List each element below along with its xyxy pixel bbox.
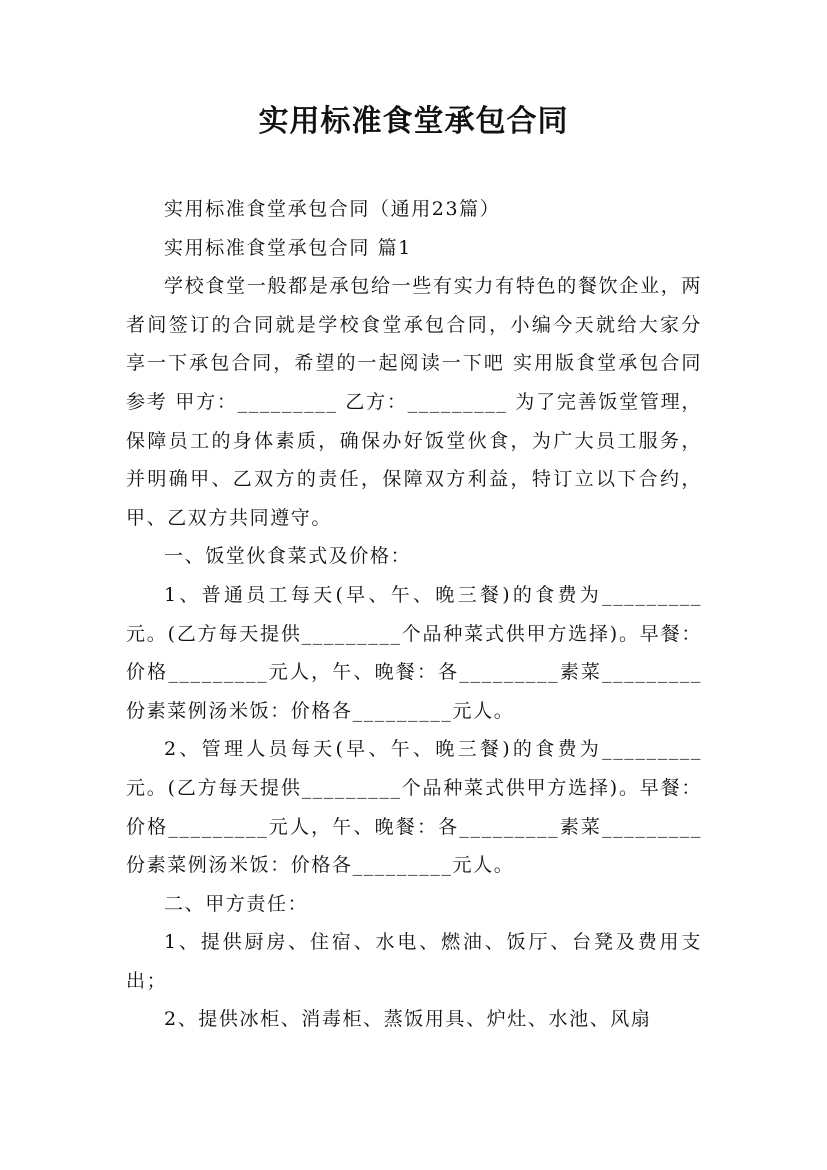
- clause-party-a-item-1: 1、提供厨房、住宿、水电、燃油、饭厅、台凳及费用支出；: [126, 931, 702, 992]
- clause-heading-party-a: 二、甲方责任：: [164, 892, 309, 915]
- subtitle-paragraph: 实用标准食堂承包合同（通用23篇）: [164, 198, 501, 220]
- clause-heading-menu-price: 一、饭堂伙食菜式及价格：: [164, 545, 412, 568]
- clause-regular-staff: 1、普通员工每天(早、午、晚三餐)的食费为_________元。(乙方每天提供_________个品种菜式供甲方选择)。早餐：价格_________元人，午、晚餐：各_________素菜_________份素菜例汤米饭：价格各_________元人。: [126, 583, 702, 722]
- section-heading-paragraph: 实用标准食堂承包合同 篇1: [164, 236, 412, 259]
- clause-party-a-item-2: 2、提供冰柜、消毒柜、蒸饭用具、炉灶、水池、风扇: [164, 1008, 652, 1031]
- intro-paragraph: 学校食堂一般都是承包给一些有实力有特色的餐饮企业，两者间签订的合同就是学校食堂承包合同，小编今天就给大家分享一下承包合同，希望的一起阅读一下吧 实用版食堂承包合同参考 甲方：_________ 乙方：_________ 为了完善饭堂管理，保障员工的身体素质，确保办好饭堂伙食，为广大员工服务，并明确甲、乙双方的责任，保障双方利益，特订立以下合约，甲、乙双方共同遵守。: [126, 275, 702, 529]
- document-body: [126, 190, 702, 1039]
- clause-management-staff: 2、管理人员每天(早、午、晚三餐)的食费为_________元。(乙方每天提供_________个品种菜式供甲方选择)。早餐：价格_________元人，午、晚餐：各_________素菜_________份素菜例汤米饭：价格各_________元人。: [126, 738, 702, 877]
- document-title: 实用标准食堂承包合同: [258, 104, 569, 139]
